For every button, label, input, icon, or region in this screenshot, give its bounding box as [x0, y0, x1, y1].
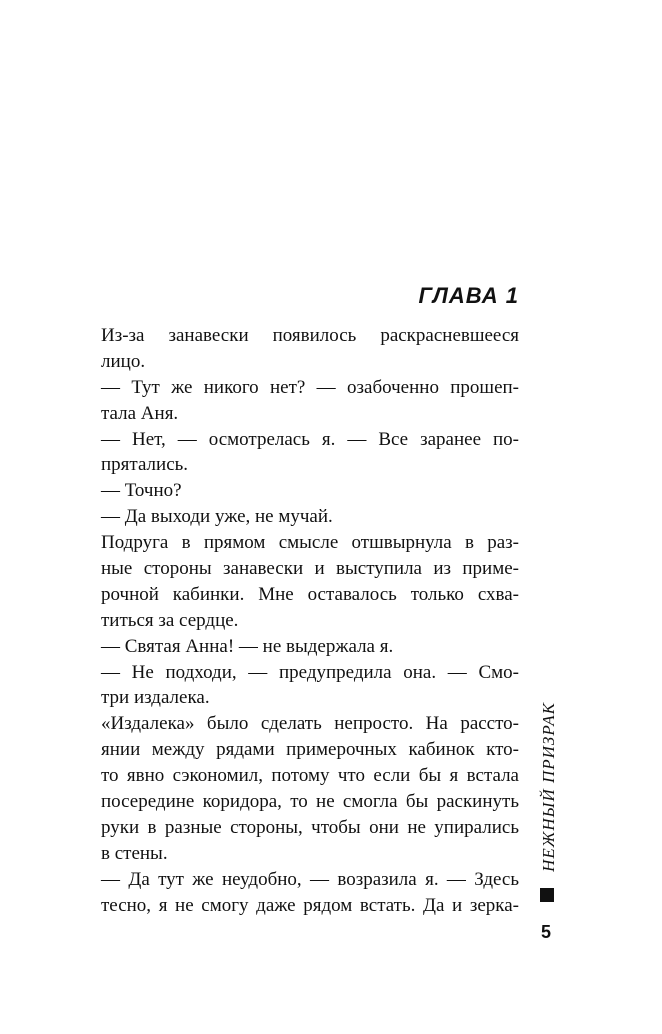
text-line: три издалека.	[101, 687, 210, 709]
text-line: «Издалека» было сделать непросто. На рассто-	[101, 713, 519, 735]
text-line: прятались.	[101, 454, 189, 476]
text-line: то явно сэкономил, потому что если бы я встала	[101, 765, 519, 787]
text-line: янии между рядами примерочных кабинок кто-	[101, 739, 519, 761]
text-line: Из-за занавески появилось раскрасневшееся	[101, 325, 519, 346]
text-line: — Тут же никого нет? — озабоченно прошеп-	[101, 376, 519, 398]
text-line: тала Аня.	[101, 402, 179, 424]
text-line: — Да выходи уже, не мучай.	[101, 506, 333, 528]
text-line: — Святая Анна! — не выдержала я.	[101, 635, 394, 657]
text-line: Подруга в прямом смысле отшвырнула в раз-	[101, 532, 519, 554]
text-line: лицо.	[101, 350, 146, 372]
text-line: ные стороны занавески и выступила из приме-	[101, 558, 519, 580]
body-text	[101, 323, 519, 918]
text-line: — Не подходи, — предупредила она. — Смо-	[101, 661, 519, 683]
text-line: — Точно?	[101, 480, 182, 502]
text-line: — Да тут же неудобно, — возразила я. — Здесь	[101, 868, 519, 890]
running-title	[536, 697, 562, 877]
running-title-text: НЕЖНЫЙ ПРИЗРАК	[539, 702, 558, 872]
text-line: посередине коридора, то не смогла бы раскинуть	[101, 791, 519, 813]
text-line: тесно, я не смогу даже рядом встать. Да и зерка-	[101, 894, 519, 916]
text-line: — Нет, — осмотрелась я. — Все заранее по-	[101, 428, 519, 450]
square-marker-icon	[540, 888, 554, 902]
text-line: рочной кабинки. Мне оставалось только схва-	[101, 583, 519, 605]
page-number: 5	[541, 922, 552, 942]
chapter-title: ГЛАВА 1	[418, 283, 519, 308]
text-line: в стены.	[101, 842, 168, 864]
text-line: руки в разные стороны, чтобы они не упирались	[101, 816, 519, 838]
text-line: титься за сердце.	[101, 609, 239, 631]
